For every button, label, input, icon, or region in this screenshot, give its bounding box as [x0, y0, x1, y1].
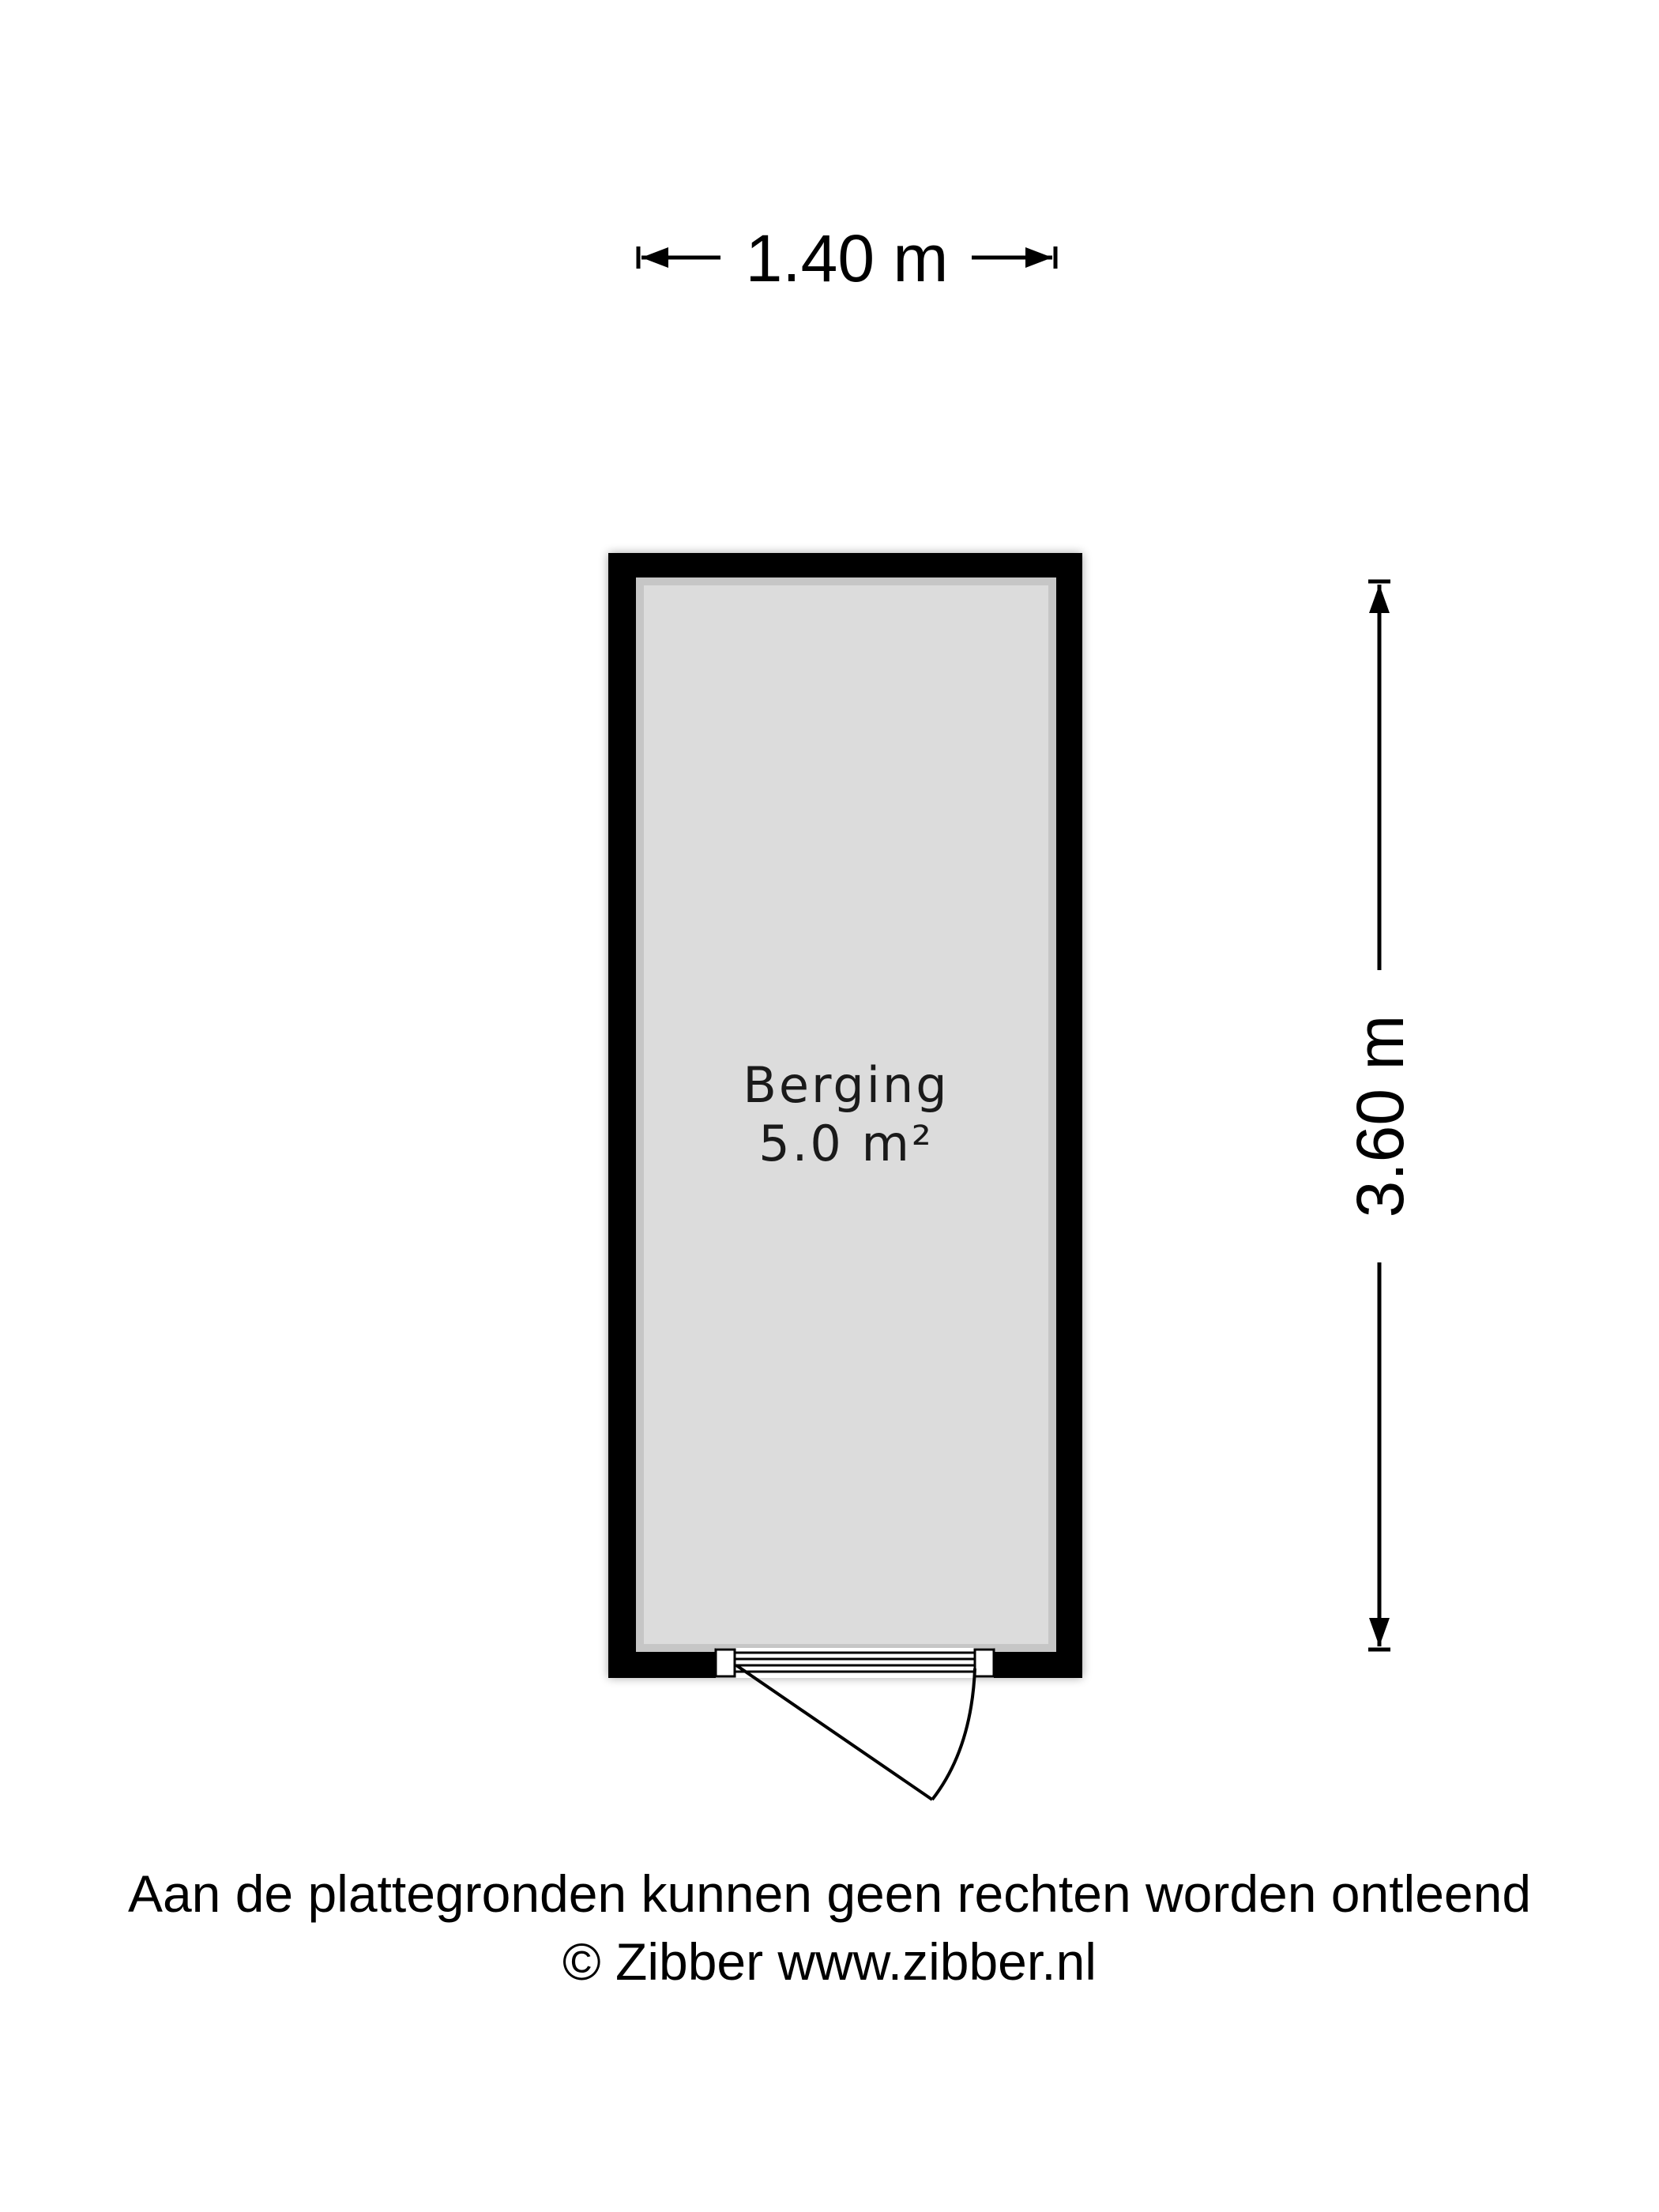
height-dimension [1343, 581, 1417, 1650]
door-swing-arc [932, 1668, 975, 1800]
height-dimension-label: 3.60 m [1343, 1014, 1417, 1218]
arrow-left-icon [641, 247, 668, 268]
door-leaf [736, 1665, 932, 1800]
copyright-text: © Zibber www.zibber.nl [562, 1932, 1097, 1991]
arrow-up-icon [1369, 585, 1390, 613]
door-jamb-left [716, 1650, 735, 1676]
room-area: 5.0 m² [758, 1115, 934, 1172]
disclaimer-text: Aan de plattegronden kunnen geen rechten worden ontleend [127, 1864, 1532, 1923]
arrow-down-icon [1369, 1618, 1390, 1646]
width-dimension [638, 221, 1055, 295]
room-name: Berging [743, 1056, 950, 1114]
door [716, 1648, 994, 1800]
arrow-right-icon [1025, 247, 1052, 268]
door-jamb-right [975, 1650, 994, 1676]
room-berging [608, 553, 1082, 1800]
width-dimension-label: 1.40 m [745, 221, 949, 295]
